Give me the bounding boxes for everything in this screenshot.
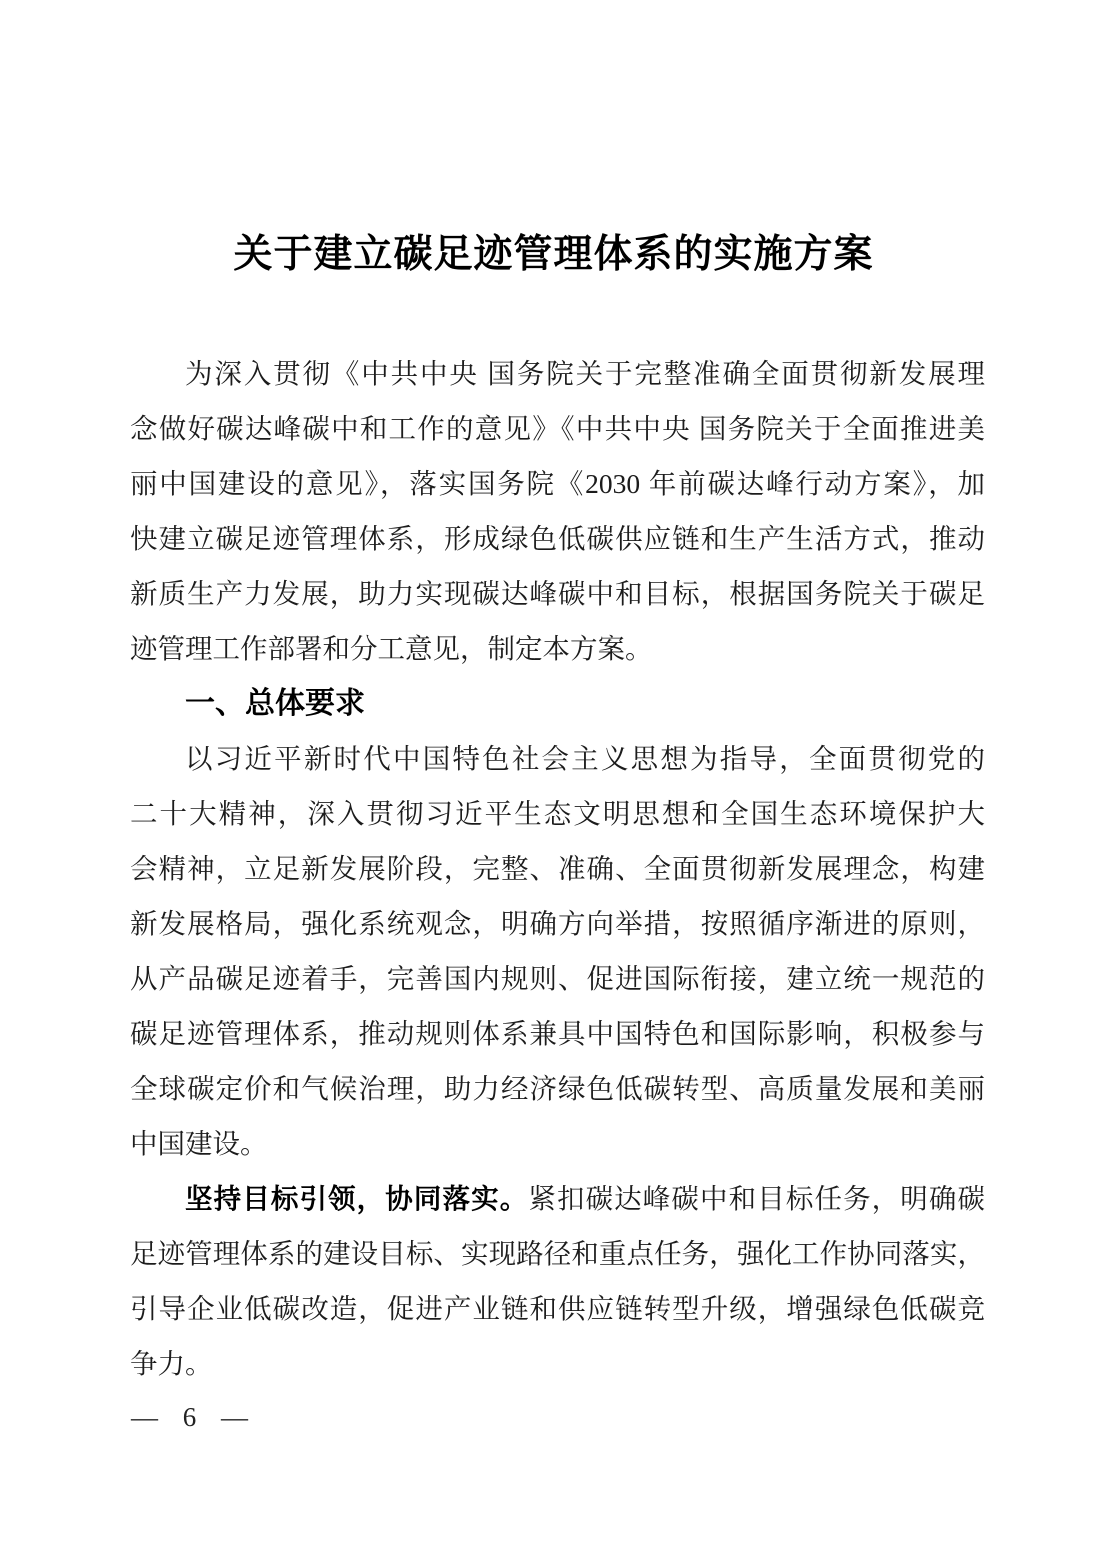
- section-heading: 一、总体要求: [185, 687, 365, 720]
- paragraph-line: 新质生产力发展，助力实现碳达峰碳中和目标，根据国务院关于碳足: [130, 578, 985, 609]
- paragraph-line: 坚持目标引领，协同落实。紧扣碳达峰碳中和目标任务，明确碳: [185, 1183, 985, 1214]
- paragraph-line: 引导企业低碳改造，促进产业链和供应链转型升级，增强绿色低碳竞: [130, 1293, 985, 1324]
- paragraph-line: 中国建设。: [130, 1128, 268, 1159]
- paragraph-line: 二十大精神，深入贯彻习近平生态文明思想和全国生态环境保护大: [130, 798, 985, 829]
- paragraph-line: 从产品碳足迹着手，完善国内规则、促进国际衔接，建立统一规范的: [130, 963, 985, 994]
- paragraph-line: 快建立碳足迹管理体系，形成绿色低碳供应链和生产生活方式，推动: [130, 523, 985, 554]
- document-title: 关于建立碳足迹管理体系的实施方案: [233, 233, 874, 276]
- paragraph-line: 迹管理工作部署和分工意见，制定本方案。: [130, 633, 653, 664]
- document-body: [130, 346, 985, 1391]
- paragraph-bold-lead: 坚持目标引领，协同落实。: [185, 1183, 529, 1214]
- paragraph-line: 争力。: [130, 1348, 213, 1379]
- paragraph-line: 丽中国建设的意见》，落实国务院《2030 年前碳达峰行动方案》，加: [130, 468, 985, 499]
- paragraph-line: 会精神，立足新发展阶段，完整、准确、全面贯彻新发展理念，构建: [130, 853, 985, 884]
- page-number: — 6 —: [131, 1402, 257, 1432]
- paragraph-line: 为深入贯彻《中共中央 国务院关于完整准确全面贯彻新发展理: [185, 358, 985, 389]
- paragraph-line: 新发展格局，强化系统观念，明确方向举措，按照循序渐进的原则，: [130, 908, 985, 939]
- paragraph-line: 足迹管理体系的建设目标、实现路径和重点任务，强化工作协同落实，: [130, 1238, 985, 1269]
- paragraph-line: 碳足迹管理体系，推动规则体系兼具中国特色和国际影响，积极参与: [130, 1018, 985, 1049]
- paragraph-line: 念做好碳达峰碳中和工作的意见》《中共中央 国务院关于全面推进美: [130, 413, 985, 444]
- paragraph-line: 全球碳定价和气候治理，助力经济绿色低碳转型、高质量发展和美丽: [130, 1073, 985, 1104]
- paragraph-line: 以习近平新时代中国特色社会主义思想为指导，全面贯彻党的: [185, 743, 985, 774]
